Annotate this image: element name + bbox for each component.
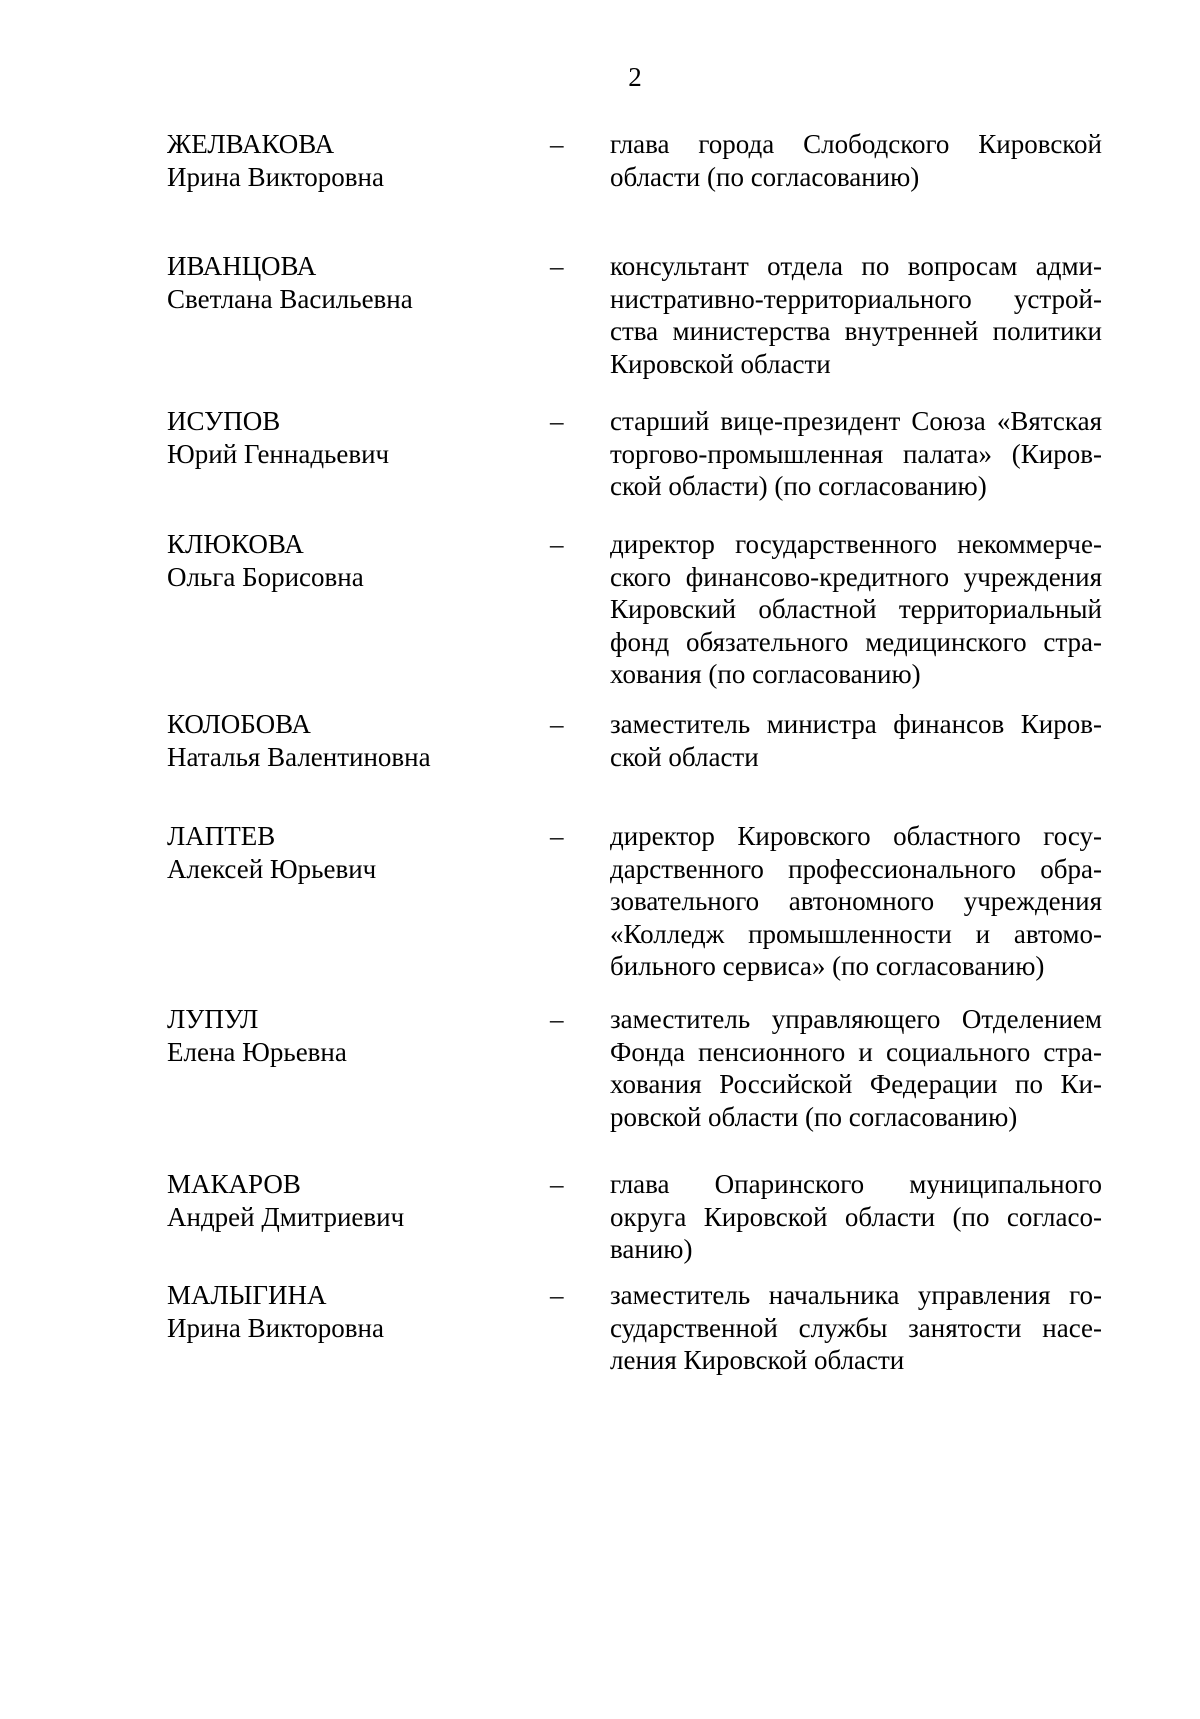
position-line: бильного сервиса» (по согласованию) <box>610 951 1045 981</box>
position-line: хования Российской Федерации по Ки- <box>610 1069 1102 1099</box>
surname: КОЛОБОВА <box>167 709 311 739</box>
person-name <box>167 405 527 470</box>
separator-dash: – <box>550 1280 564 1310</box>
separator-dash: – <box>550 1169 564 1199</box>
person-name <box>167 708 527 773</box>
surname: ЖЕЛВАКОВА <box>167 129 335 159</box>
position-line: сударственной службы занятости насе- <box>610 1312 1102 1343</box>
position-line: зовательного автономного учреждения <box>610 886 1102 916</box>
position-line: Фонда пенсионного и социального стра- <box>610 1036 1102 1067</box>
position-description <box>610 708 1102 773</box>
position-line: заместитель начальника управления го- <box>610 1280 1102 1310</box>
position-line: консультант отдела по вопросам адми- <box>610 251 1102 281</box>
given-names: Елена Юрьевна <box>167 1036 347 1067</box>
separator-dash: – <box>550 821 564 851</box>
position-line: директор Кировского областного госу- <box>610 821 1102 851</box>
position-line: ской области <box>610 741 759 772</box>
position-line: хования (по согласованию) <box>610 659 921 689</box>
position-line: торгово-промышленная палата» (Киров- <box>610 438 1102 469</box>
position-line: глава Опаринского муниципального <box>610 1169 1102 1199</box>
separator-dash: – <box>550 251 564 281</box>
page-number: 2 <box>628 62 642 92</box>
position-line: области (по согласованию) <box>610 161 920 192</box>
position-line: Кировской области <box>610 348 831 379</box>
position-line: ского финансово-кредитного учреждения <box>610 561 1102 592</box>
person-name <box>167 1168 527 1233</box>
surname: КЛЮКОВА <box>167 529 304 559</box>
person-name <box>167 1279 527 1344</box>
given-names: Юрий Геннадьевич <box>167 438 390 469</box>
separator-dash: – <box>550 1004 564 1034</box>
person-name <box>167 820 527 885</box>
position-line: ровской области (по согласованию) <box>610 1101 1018 1132</box>
person-name <box>167 128 527 193</box>
position-line: директор государственного некоммерче- <box>610 529 1102 559</box>
surname: МАЛЫГИНА <box>167 1280 327 1310</box>
position-line: ления Кировской области <box>610 1345 905 1375</box>
position-description <box>610 128 1102 193</box>
position-description <box>610 1279 1102 1377</box>
position-line: нистративно-территориального устрой- <box>610 283 1102 314</box>
given-names: Ирина Викторовна <box>167 1312 384 1343</box>
position-description <box>610 820 1102 983</box>
position-line: заместитель управляющего Отделением <box>610 1004 1102 1034</box>
position-description <box>610 1168 1102 1266</box>
position-line: Кировский областной территориальный <box>610 594 1102 624</box>
position-description <box>610 250 1102 380</box>
given-names: Андрей Дмитриевич <box>167 1201 405 1232</box>
surname: ЛАПТЕВ <box>167 821 276 851</box>
position-line: ской области) (по согласованию) <box>610 471 987 501</box>
given-names: Светлана Васильевна <box>167 283 413 314</box>
position-line: дарственного профессионального обра- <box>610 853 1102 884</box>
position-description <box>610 528 1102 691</box>
surname: ИВАНЦОВА <box>167 251 317 281</box>
given-names: Наталья Валентиновна <box>167 741 431 772</box>
position-line: ванию) <box>610 1234 693 1264</box>
given-names: Алексей Юрьевич <box>167 853 377 884</box>
position-description <box>610 405 1102 503</box>
separator-dash: – <box>550 129 564 159</box>
position-line: округа Кировской области (по согласо- <box>610 1201 1102 1232</box>
given-names: Ирина Викторовна <box>167 161 384 192</box>
separator-dash: – <box>550 406 564 436</box>
separator-dash: – <box>550 529 564 559</box>
position-line: старший вице-президент Союза «Вятская <box>610 406 1102 436</box>
person-name <box>167 250 527 315</box>
position-line: ства министерства внутренней политики <box>610 316 1102 346</box>
separator-dash: – <box>550 709 564 739</box>
position-line: глава города Слободского Кировской <box>610 129 1102 159</box>
surname: ЛУПУЛ <box>167 1004 259 1034</box>
position-line: заместитель министра финансов Киров- <box>610 709 1102 739</box>
position-line: «Колледж промышленности и автомо- <box>610 918 1102 949</box>
given-names: Ольга Борисовна <box>167 561 364 592</box>
person-name <box>167 528 527 593</box>
position-description <box>610 1003 1102 1133</box>
person-name <box>167 1003 527 1068</box>
position-line: фонд обязательного медицинского стра- <box>610 626 1102 657</box>
surname: ИСУПОВ <box>167 406 281 436</box>
surname: МАКАРОВ <box>167 1169 301 1199</box>
